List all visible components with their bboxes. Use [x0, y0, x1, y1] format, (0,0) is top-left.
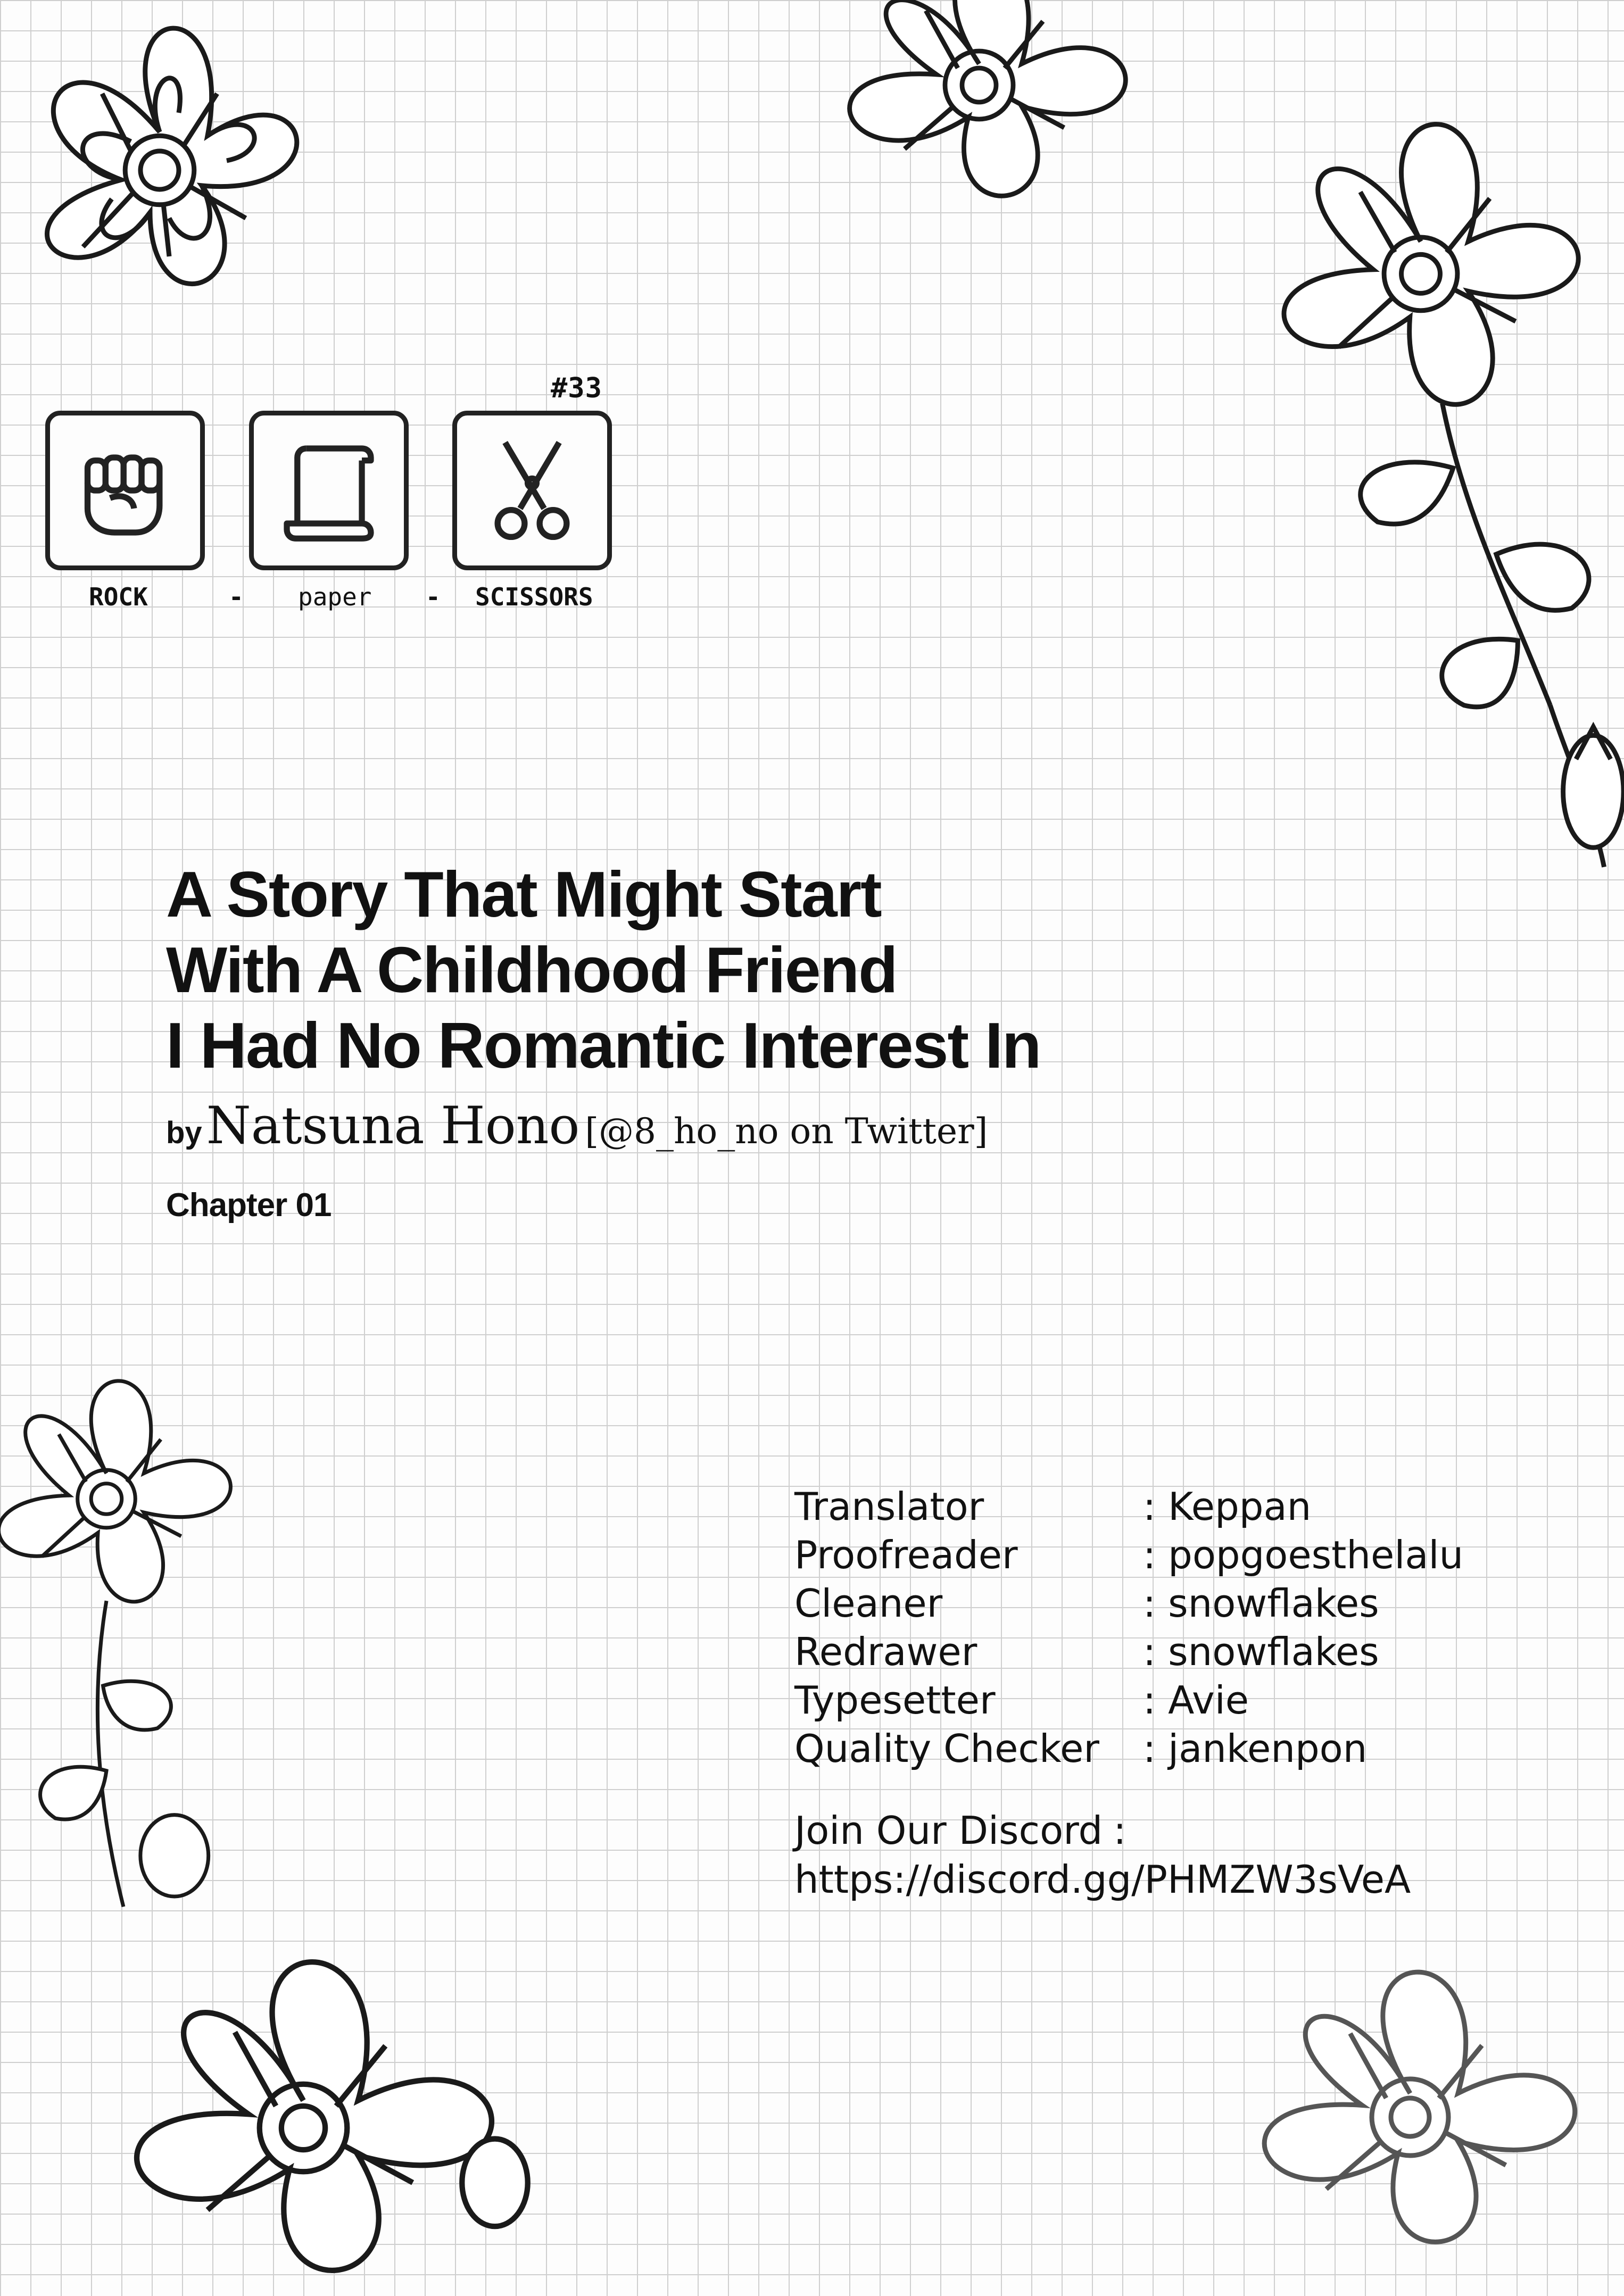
credit-role: Quality Checker: [794, 1726, 1099, 1771]
fist-icon: [50, 415, 200, 565]
chapter-label: Chapter 01: [166, 1187, 332, 1224]
credit-role: Typesetter: [794, 1678, 996, 1723]
by-label: by: [166, 1116, 202, 1150]
title-line: With A Childhood Friend: [166, 934, 897, 1006]
credit-name: : jankenpon: [1143, 1726, 1368, 1771]
flower-illustration-top-left: [0, 0, 351, 362]
flower-illustration-left-middle: [0, 1346, 277, 1958]
group-logo: [45, 372, 631, 628]
flower-illustration-top-center: [766, 0, 1192, 234]
credit-role: Translator: [794, 1484, 984, 1529]
label-rock: ROCK: [89, 583, 148, 611]
label-scissors: SCISSORS: [475, 583, 593, 611]
title-line: A Story That Might Start: [166, 858, 881, 930]
flower-illustration-bottom-left: [21, 1936, 585, 2296]
discord-link[interactable]: https://discord.gg/PHMZW3sVeA: [794, 1857, 1411, 1902]
credit-name: : snowflakes: [1143, 1629, 1379, 1674]
author-name: Natsuna Hono: [206, 1096, 580, 1155]
credit-role: Redrawer: [794, 1629, 977, 1674]
label-dash: -: [229, 583, 244, 611]
author-byline: [166, 1096, 988, 1155]
discord-label: Join Our Discord: [794, 1808, 1103, 1853]
rock-box: [45, 411, 205, 570]
flower-illustration-bottom-right: [1171, 1926, 1624, 2296]
credit-role: Cleaner: [794, 1581, 943, 1626]
paper-scroll-icon: [254, 415, 404, 565]
title-line: I Had No Romantic Interest In: [166, 1009, 1041, 1082]
credit-name: : popgoesthelalu: [1143, 1533, 1464, 1577]
flower-illustration-top-right: [1203, 80, 1624, 878]
credit-name: : Keppan: [1143, 1484, 1312, 1529]
paper-box: [249, 411, 409, 570]
release-number: #33: [551, 372, 602, 404]
discord-invite: [794, 1806, 1411, 1904]
credit-name: : snowflakes: [1143, 1581, 1379, 1626]
story-title: [166, 856, 1177, 1083]
credit-name: : Avie: [1143, 1678, 1249, 1723]
label-paper: paper: [298, 583, 372, 611]
credit-role: Proofreader: [794, 1533, 1018, 1577]
scissors-icon: [457, 415, 607, 565]
scissors-box: [452, 411, 612, 570]
author-handle: [@8_ho_no on Twitter]: [585, 1111, 988, 1152]
label-dash: -: [426, 583, 441, 611]
discord-colon: :: [1113, 1808, 1126, 1853]
